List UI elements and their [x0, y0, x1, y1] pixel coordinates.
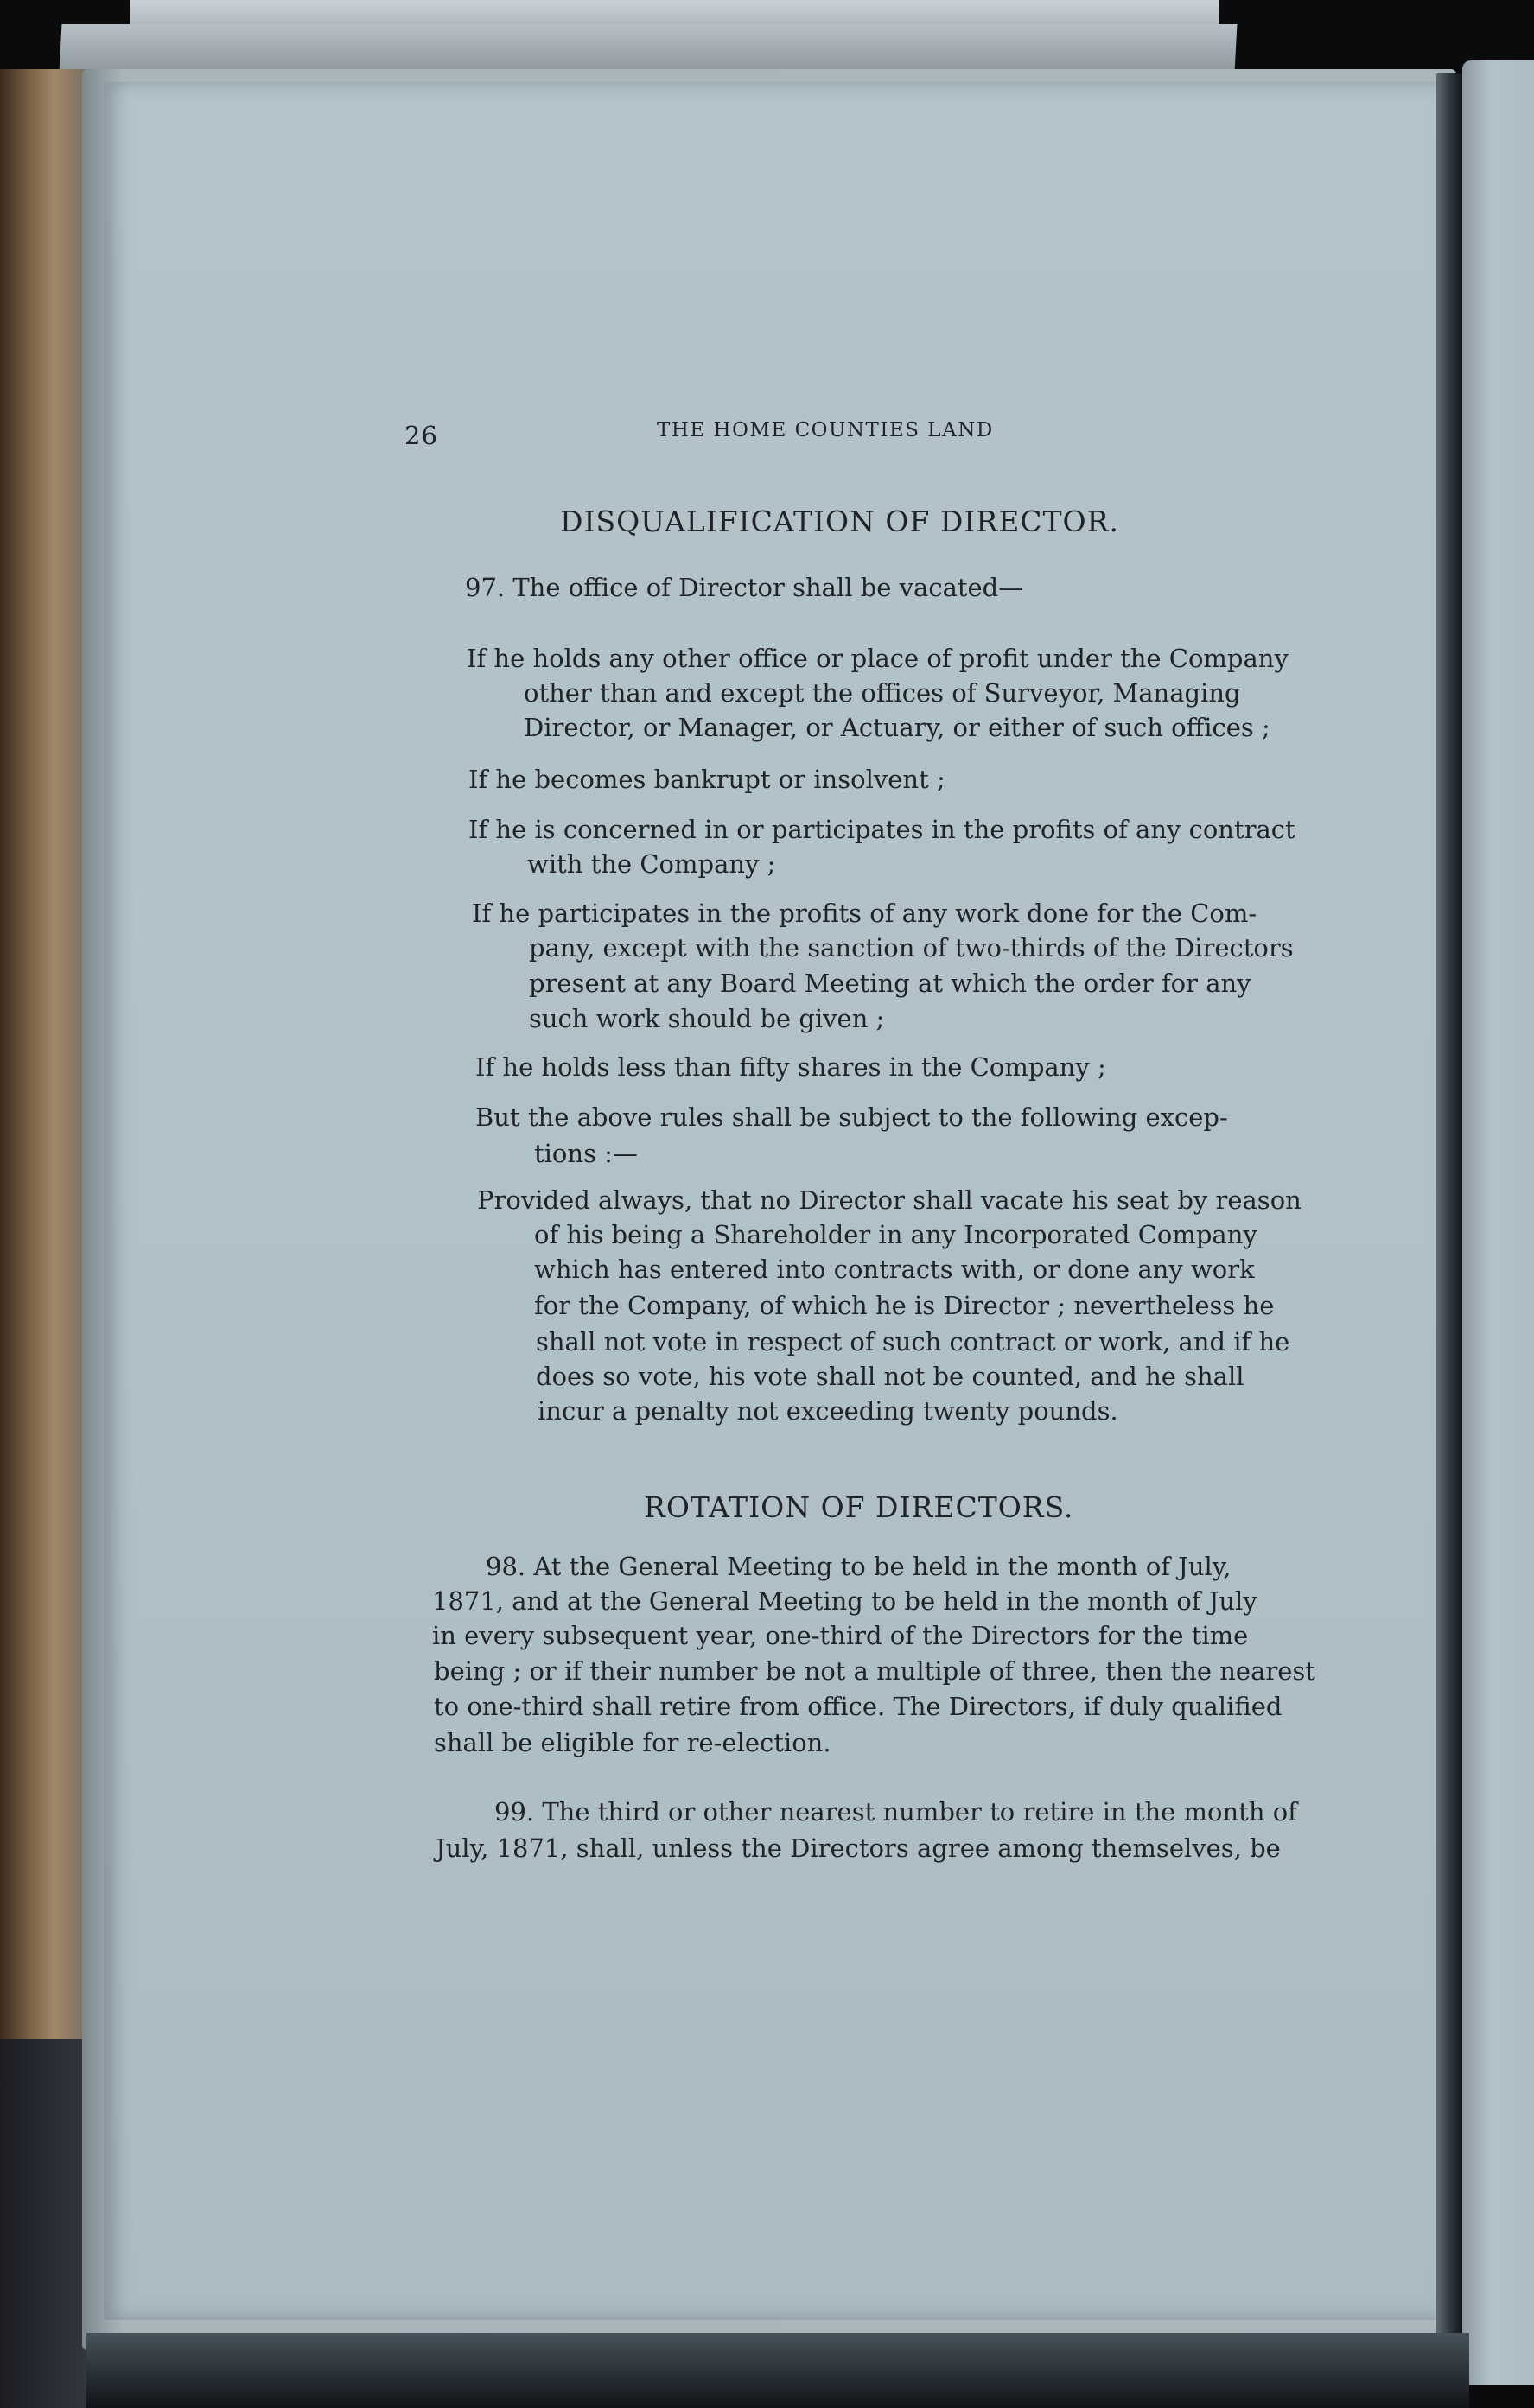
text-line: 98. At the General Meeting to be held in the month of July, [486, 1552, 1232, 1581]
section-heading-disqualification: DISQUALIFICATION OF DIRECTOR. [560, 505, 1119, 538]
text-line: 97. The office of Director shall be vacated— [465, 573, 1024, 602]
text-line: present at any Board Meeting at which the order for any [529, 969, 1251, 998]
text-line: Provided always, that no Director shall vacate his seat by reason [477, 1185, 1302, 1215]
text-line: in every subsequent year, one-third of the Directors for the time [432, 1621, 1249, 1650]
text-line: 99. The third or other nearest number to retire in the month of [494, 1797, 1297, 1827]
text-line: being ; or if their number be not a multiple of three, then the nearest [434, 1656, 1315, 1686]
text-line: pany, except with the sanction of two-thirds of the Directors [529, 933, 1294, 963]
book-gutter [1436, 73, 1462, 2354]
text-line: which has entered into contracts with, or done any work [534, 1255, 1255, 1284]
text-line: If he is concerned in or participates in the profits of any contract [468, 815, 1295, 844]
text-line: shall be eligible for re-election. [434, 1728, 831, 1757]
top-loose-sheet-shadow [60, 24, 1238, 72]
text-line: for the Company, of which he is Director ; nevertheless he [534, 1291, 1275, 1320]
text-line: incur a penalty not exceeding twenty pounds. [538, 1396, 1118, 1426]
scan-bottom-band [86, 2333, 1469, 2408]
text-line: to one-third shall retire from office. The Directors, if duly qualified [434, 1692, 1283, 1721]
text-line: If he holds less than fifty shares in the Company ; [475, 1052, 1106, 1082]
top-loose-sheet [130, 0, 1219, 26]
running-head: THE HOME COUNTIES LAND [657, 419, 994, 442]
text-line: does so vote, his vote shall not be counted, and he shall [536, 1362, 1244, 1391]
text-line: But the above rules shall be subject to the following excep- [475, 1102, 1228, 1132]
text-line: If he holds any other office or place of profit under the Company [467, 644, 1289, 673]
text-line: 1871, and at the General Meeting to be held in the month of July [432, 1586, 1257, 1616]
text-line: other than and except the offices of Surveyor, Managing [524, 678, 1241, 708]
text-line: shall not vote in respect of such contract or work, and if he [536, 1327, 1290, 1356]
text-line: such work should be given ; [529, 1004, 885, 1033]
text-line: with the Company ; [527, 849, 776, 879]
text-line: Director, or Manager, or Actuary, or either of such offices ; [524, 713, 1270, 742]
text-line: July, 1871, shall, unless the Directors agree among themselves, be [436, 1833, 1281, 1863]
text-line: of his being a Shareholder in any Incorporated Company [534, 1220, 1257, 1249]
text-line: If he becomes bankrupt or insolvent ; [468, 765, 945, 794]
text-line: If he participates in the profits of any work done for the Com- [472, 899, 1257, 928]
facing-page-edge [1462, 60, 1534, 2385]
section-heading-rotation: ROTATION OF DIRECTORS. [644, 1490, 1074, 1524]
text-line: tions :— [534, 1139, 638, 1168]
page-number: 26 [404, 421, 438, 450]
